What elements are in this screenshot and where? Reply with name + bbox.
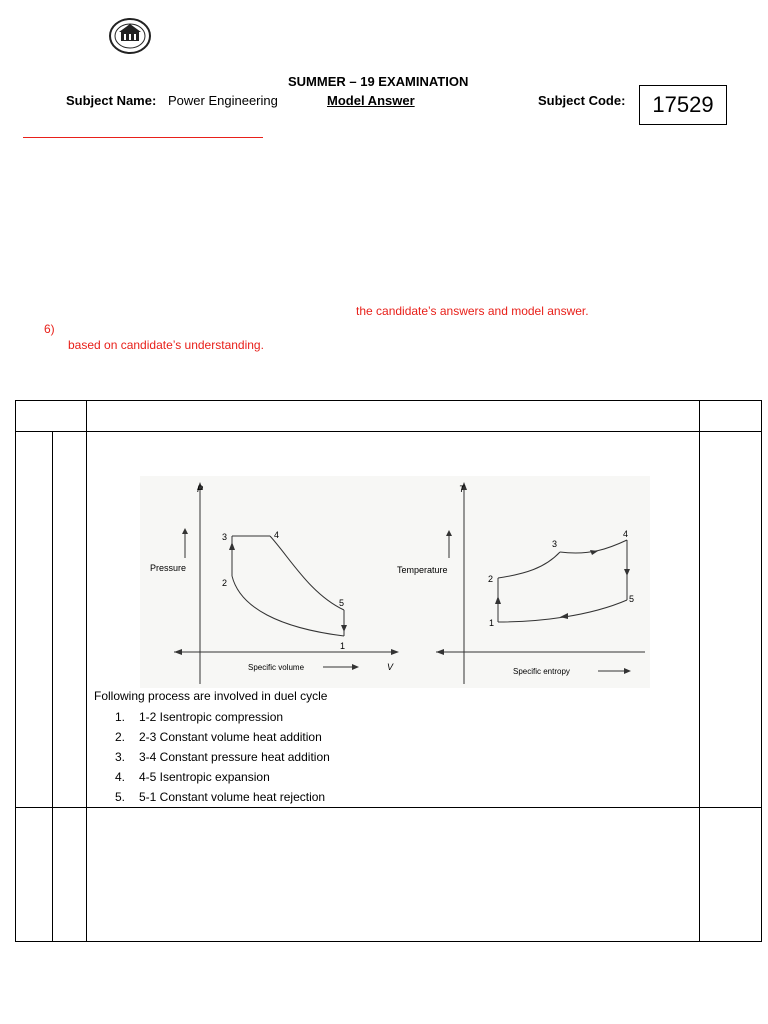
board-logo — [106, 16, 154, 56]
subject-code-value: 17529 — [652, 92, 714, 117]
list-item — [115, 707, 330, 727]
table-line — [15, 807, 762, 808]
process-list — [115, 707, 330, 807]
subject-code-box — [639, 85, 727, 125]
pv-point-3: 3 — [222, 532, 228, 542]
pv-xlabel: Specific volume — [248, 663, 305, 672]
table-line — [15, 431, 762, 432]
list-item — [115, 767, 330, 787]
list-text: 1-2 Isentropic compression — [139, 710, 284, 724]
model-answer-label: Model Answer — [327, 93, 415, 108]
answer-intro: Following process are involved in duel cycle — [94, 689, 328, 703]
list-number: 2. — [115, 730, 126, 744]
list-number: 5. — [115, 790, 126, 804]
list-text: 2-3 Constant volume heat addition — [139, 730, 322, 744]
list-item — [115, 747, 330, 767]
list-text: 4-5 Isentropic expansion — [139, 770, 270, 784]
list-text: 3-4 Constant pressure heat addition — [139, 750, 330, 764]
ts-point-5: 5 — [629, 594, 635, 604]
ts-point-1: 1 — [489, 618, 495, 628]
pv-point-1: 1 — [340, 641, 346, 651]
pv-point-4: 4 — [274, 530, 280, 540]
table-line — [15, 400, 16, 942]
table-line — [761, 400, 762, 942]
pv-ylabel: Pressure — [150, 563, 187, 573]
list-text: 5-1 Constant volume heat rejection — [139, 790, 326, 804]
subject-code-label: Subject Code: — [538, 93, 626, 108]
subject-name-value: Power Engineering — [168, 93, 278, 108]
table-line — [15, 400, 762, 401]
ts-point-3: 3 — [552, 539, 558, 549]
red-divider — [23, 137, 263, 138]
table-line — [15, 941, 762, 942]
table-line — [86, 400, 87, 942]
pv-axis-v: V — [387, 662, 394, 672]
ts-xlabel: Specific entropy — [513, 667, 570, 676]
pv-point-5: 5 — [339, 598, 345, 608]
instruction-item-number: 6) — [44, 322, 55, 336]
exam-title: SUMMER – 19 EXAMINATION — [288, 74, 469, 89]
dual-cycle-diagrams — [140, 476, 650, 688]
list-number: 3. — [115, 750, 126, 764]
list-item — [115, 787, 330, 807]
list-item — [115, 727, 330, 747]
ts-axis-t: T — [459, 484, 465, 494]
ts-point-4: 4 — [623, 529, 629, 539]
pv-point-2: 2 — [222, 578, 228, 588]
list-number: 4. — [115, 770, 126, 784]
table-line — [699, 400, 700, 942]
list-number: 1. — [115, 710, 126, 724]
table-line — [52, 431, 53, 942]
ts-ylabel: Temperature — [397, 565, 448, 575]
instruction-fragment-2: based on candidate’s understanding. — [68, 338, 264, 352]
pv-axis-p: P — [197, 484, 204, 494]
subject-name-label: Subject Name: — [66, 93, 157, 108]
instruction-fragment-1: the candidate’s answers and model answer. — [356, 304, 589, 318]
ts-point-2: 2 — [488, 574, 494, 584]
